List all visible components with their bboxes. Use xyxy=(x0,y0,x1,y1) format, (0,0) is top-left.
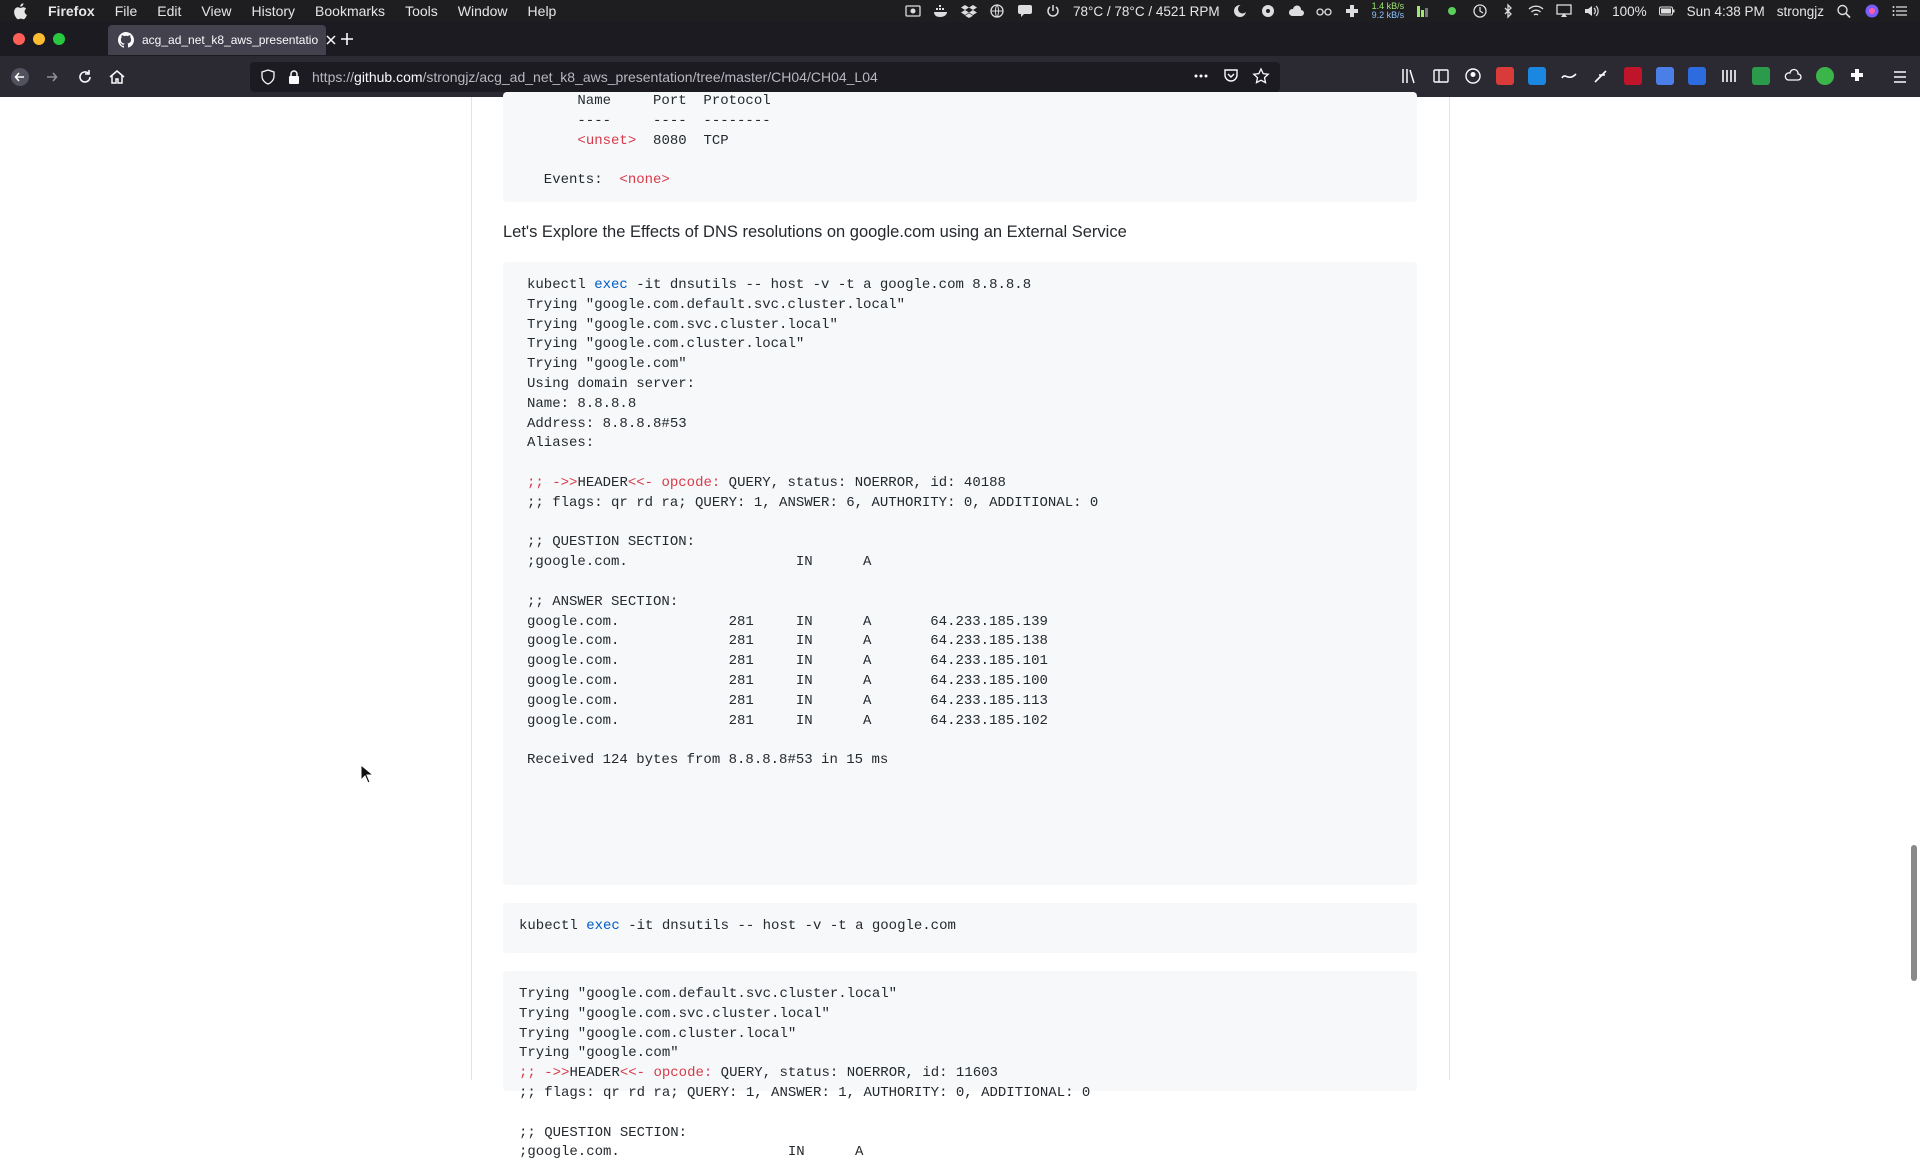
content-border-left xyxy=(471,97,472,1080)
vertical-scrollbar-thumb[interactable] xyxy=(1911,845,1917,981)
code-token: ->> xyxy=(544,1065,570,1082)
new-tab-plus-icon[interactable] xyxy=(338,30,356,48)
code-token: google.com. 281 IN A 64.233.185.100 xyxy=(527,672,1048,689)
temperature-readout[interactable]: 78°C / 78°C / 4521 RPM xyxy=(1073,3,1220,19)
extension-blue-icon[interactable] xyxy=(1688,67,1706,85)
code-token: Trying "google.com" xyxy=(527,356,687,373)
notification-center-icon[interactable] xyxy=(1892,4,1908,18)
code-token: ;; xyxy=(519,1065,545,1082)
padlock-icon[interactable] xyxy=(286,69,302,85)
wifi-icon[interactable] xyxy=(1528,4,1544,18)
code-line xyxy=(527,692,1393,712)
code-line xyxy=(519,1124,1401,1144)
code-line xyxy=(519,1143,1401,1163)
extension-feather-icon[interactable] xyxy=(1592,67,1610,85)
code-token: -it dnsutils -- host -v -t a google.com 8.8.8.8 xyxy=(627,277,1032,293)
battery-icon[interactable] xyxy=(1659,4,1675,18)
menu-edit[interactable]: Edit xyxy=(157,3,182,19)
cpu-meter-icon[interactable] xyxy=(1416,4,1432,18)
code-line xyxy=(527,171,1393,191)
extension-wave-icon[interactable] xyxy=(1560,67,1578,85)
code-line xyxy=(519,985,1401,1005)
code-block-endpoint-ports xyxy=(503,92,1417,202)
code-token: exec xyxy=(594,277,628,293)
content-border-right xyxy=(1449,97,1450,1080)
code-block-host-output xyxy=(503,971,1417,1161)
clock[interactable]: Sun 4:38 PM xyxy=(1686,3,1765,19)
code-line xyxy=(527,553,1393,573)
code-line xyxy=(527,514,1393,534)
code-line xyxy=(519,1044,1401,1064)
code-token: ->> xyxy=(552,474,578,491)
docker-icon[interactable] xyxy=(933,4,949,18)
code-token: Trying "google.com.svc.cluster.local" xyxy=(527,316,838,333)
code-token: Events: xyxy=(527,172,620,189)
menu-window[interactable]: Window xyxy=(457,3,508,19)
fan-icon[interactable] xyxy=(1260,4,1276,18)
code-line xyxy=(527,454,1393,474)
globe-icon[interactable] xyxy=(989,4,1005,18)
cloud-icon[interactable] xyxy=(1288,4,1304,18)
code-block-kubectl-host xyxy=(503,903,1417,953)
code-line xyxy=(519,1104,1401,1124)
code-token: ;google.com. IN A xyxy=(527,554,872,571)
code-token: <none> xyxy=(619,172,670,189)
home-icon[interactable] xyxy=(107,67,127,87)
airplay-icon[interactable] xyxy=(1556,4,1572,18)
menu-file[interactable]: File xyxy=(114,3,138,19)
code-token: kubectl xyxy=(527,277,595,293)
code-token: ;; xyxy=(527,474,553,491)
forward-arrow-icon[interactable] xyxy=(42,67,62,87)
tab-title: acg_ad_net_k8_aws_presentatio xyxy=(142,33,319,47)
code-line xyxy=(527,731,1393,751)
code-token: google.com. 281 IN A 64.233.185.139 xyxy=(527,613,1048,630)
tracking-shield-icon[interactable] xyxy=(260,69,276,85)
code-token: Received 124 bytes from 8.8.8.8#53 in 15 ms xyxy=(527,752,889,769)
code-token: ;; QUESTION SECTION: xyxy=(527,534,696,551)
net-upload-speed: 1.4 kB/s xyxy=(1371,1,1405,11)
ublock-icon[interactable] xyxy=(1624,67,1642,85)
code-line xyxy=(527,474,1393,494)
menu-history[interactable]: History xyxy=(251,3,296,19)
code-token: Aliases: xyxy=(527,435,595,452)
address-bar[interactable] xyxy=(250,62,1280,92)
code-line xyxy=(527,652,1393,672)
account-icon[interactable] xyxy=(1464,67,1482,85)
code-line xyxy=(527,593,1393,613)
code-line xyxy=(519,917,1401,937)
extensions-puzzle-icon[interactable] xyxy=(1848,67,1866,85)
skype-icon[interactable] xyxy=(1528,67,1546,85)
net-download-speed: 9.2 kB/s xyxy=(1371,10,1405,20)
menu-bookmarks[interactable]: Bookmarks xyxy=(315,3,386,19)
menu-help[interactable]: Help xyxy=(527,3,557,19)
paragraph-dns-explore: Let's Explore the Effects of DNS resolutions on google.com using an External Service xyxy=(503,223,1127,241)
macos-menubar xyxy=(0,0,1920,22)
url-domain: github.com xyxy=(354,69,423,85)
code-token: QUERY, status: NOERROR, id: 11603 xyxy=(712,1065,998,1082)
code-token: kubectl xyxy=(519,918,587,934)
navigation-toolbar xyxy=(0,56,1920,97)
code-token: QUERY, status: NOERROR, id: 40188 xyxy=(720,474,1006,491)
library-icon[interactable] xyxy=(1400,67,1418,85)
close-window-button[interactable] xyxy=(13,33,25,45)
url-prefix: https:// xyxy=(312,69,355,85)
code-token: ;google.com. IN A xyxy=(519,1144,864,1161)
extension-cloud-icon[interactable] xyxy=(1784,67,1802,85)
window-controls xyxy=(0,33,105,45)
code-line xyxy=(527,375,1393,395)
code-line xyxy=(527,751,1393,771)
siri-icon[interactable] xyxy=(1864,4,1880,18)
code-token: Using domain server: xyxy=(527,375,696,392)
github-icon xyxy=(118,32,134,48)
code-line xyxy=(527,276,1393,296)
code-token xyxy=(527,133,577,149)
code-token: Name: 8.8.8.8 xyxy=(527,395,637,412)
code-line xyxy=(527,92,1393,112)
code-token: Trying "google.com.default.svc.cluster.local" xyxy=(519,986,898,1002)
extension-red-icon[interactable] xyxy=(1496,67,1514,85)
code-line xyxy=(527,712,1393,732)
code-line xyxy=(527,613,1393,633)
bluetooth-icon[interactable] xyxy=(1500,4,1516,18)
app-menu-firefox[interactable]: Firefox xyxy=(48,3,95,19)
message-icon[interactable] xyxy=(1017,4,1033,18)
code-token: google.com. 281 IN A 64.233.185.101 xyxy=(527,653,1048,670)
code-token: ;; flags: qr rd ra; QUERY: 1, ANSWER: 6, AUTHORITY: 0, ADDITIONAL: 0 xyxy=(527,494,1099,511)
code-line xyxy=(527,151,1393,171)
code-line xyxy=(527,316,1393,336)
url-path: /strongjz/acg_ad_net_k8_aws_presentation/tree/master/CH04/CH04_L04 xyxy=(422,69,878,85)
status-dot-icon[interactable] xyxy=(1444,4,1460,18)
code-line xyxy=(527,395,1393,415)
battery-percent[interactable]: 100% xyxy=(1612,3,1647,19)
code-token: exec xyxy=(586,918,620,934)
status-area xyxy=(905,2,1908,20)
glasses-icon[interactable] xyxy=(1316,4,1332,18)
code-line xyxy=(527,434,1393,454)
page-content xyxy=(0,93,1920,1161)
time-machine-icon[interactable] xyxy=(1472,4,1488,18)
dropbox-icon[interactable] xyxy=(961,4,977,18)
code-token: Trying "google.com.svc.cluster.local" xyxy=(519,1005,830,1022)
code-token: ;; QUESTION SECTION: xyxy=(519,1124,688,1141)
zoom-extension-icon[interactable] xyxy=(1656,67,1674,85)
code-token: Name Port Protocol xyxy=(527,93,771,109)
code-line xyxy=(527,132,1393,152)
code-line xyxy=(527,415,1393,435)
code-line xyxy=(527,296,1393,316)
code-line xyxy=(519,1025,1401,1045)
code-line xyxy=(519,1064,1401,1084)
power-icon[interactable] xyxy=(1045,4,1061,18)
code-line xyxy=(519,1084,1401,1104)
moon-icon[interactable] xyxy=(1232,4,1248,18)
back-arrow-icon[interactable] xyxy=(10,67,30,87)
bookmark-star-icon[interactable] xyxy=(1252,67,1270,88)
code-token: ;; ANSWER SECTION: xyxy=(527,593,679,610)
code-token: ---- ---- -------- xyxy=(527,112,771,129)
network-speed[interactable] xyxy=(1372,2,1405,20)
menu-view[interactable]: View xyxy=(201,3,232,19)
code-token: Address: 8.8.8.8#53 xyxy=(527,415,687,432)
spotlight-search-icon[interactable] xyxy=(1836,4,1852,18)
extension-green-icon[interactable] xyxy=(1752,67,1770,85)
code-token: Trying "google.com" xyxy=(519,1045,679,1062)
code-token: google.com. 281 IN A 64.233.185.102 xyxy=(527,712,1048,729)
code-token: <unset> xyxy=(577,132,637,149)
user-name[interactable]: strongjz xyxy=(1776,3,1824,19)
sidebar-icon[interactable] xyxy=(1432,67,1450,85)
code-line xyxy=(527,355,1393,375)
menu-tools[interactable]: Tools xyxy=(405,3,438,19)
code-token: HEADER xyxy=(569,1065,620,1082)
code-line xyxy=(519,1005,1401,1025)
tab-bar xyxy=(0,22,1920,56)
code-block-host-external xyxy=(503,262,1417,885)
url-text[interactable] xyxy=(312,69,1192,85)
plus-cross-icon[interactable] xyxy=(1344,4,1360,18)
code-line xyxy=(527,632,1393,652)
tab-close-icon[interactable] xyxy=(324,33,338,47)
urlbar-actions xyxy=(1192,67,1270,88)
code-token: ;; flags: qr rd ra; QUERY: 1, ANSWER: 1, AUTHORITY: 0, ADDITIONAL: 0 xyxy=(519,1084,1091,1101)
code-line xyxy=(527,494,1393,514)
code-token: google.com. 281 IN A 64.233.185.113 xyxy=(527,692,1048,709)
code-line xyxy=(527,672,1393,692)
volume-icon[interactable] xyxy=(1584,4,1600,18)
code-token: <<- opcode: xyxy=(627,474,721,491)
code-token: Trying "google.com.cluster.local" xyxy=(519,1025,797,1042)
page-actions-ellipsis-icon[interactable] xyxy=(1192,67,1210,88)
reload-icon[interactable] xyxy=(75,67,95,87)
code-token: <<- opcode: xyxy=(619,1065,713,1082)
code-line xyxy=(527,112,1393,132)
code-token: -it dnsutils -- host -v -t a google.com xyxy=(619,918,956,934)
tab-active[interactable] xyxy=(108,25,326,55)
pocket-icon[interactable] xyxy=(1222,67,1240,88)
code-token: google.com. 281 IN A 64.233.185.138 xyxy=(527,633,1048,650)
code-line xyxy=(527,573,1393,593)
hamburger-menu-icon[interactable] xyxy=(1890,67,1910,87)
apple-menu-icon[interactable] xyxy=(12,3,28,19)
zoom-window-button[interactable] xyxy=(53,33,65,45)
screenshot-icon[interactable] xyxy=(905,4,921,18)
code-token: Trying "google.com.default.svc.cluster.local" xyxy=(527,296,906,313)
code-token: HEADER xyxy=(577,474,628,491)
extension-bars-icon[interactable] xyxy=(1720,67,1738,85)
code-line xyxy=(527,533,1393,553)
code-token: Trying "google.com.cluster.local" xyxy=(527,336,805,353)
mouse-pointer-icon xyxy=(360,764,374,784)
minimize-window-button[interactable] xyxy=(33,33,45,45)
code-token: 8080 TCP xyxy=(636,132,729,149)
code-line xyxy=(527,335,1393,355)
toolbar-extensions xyxy=(1400,67,1866,85)
extension-chat-icon[interactable] xyxy=(1816,67,1834,85)
